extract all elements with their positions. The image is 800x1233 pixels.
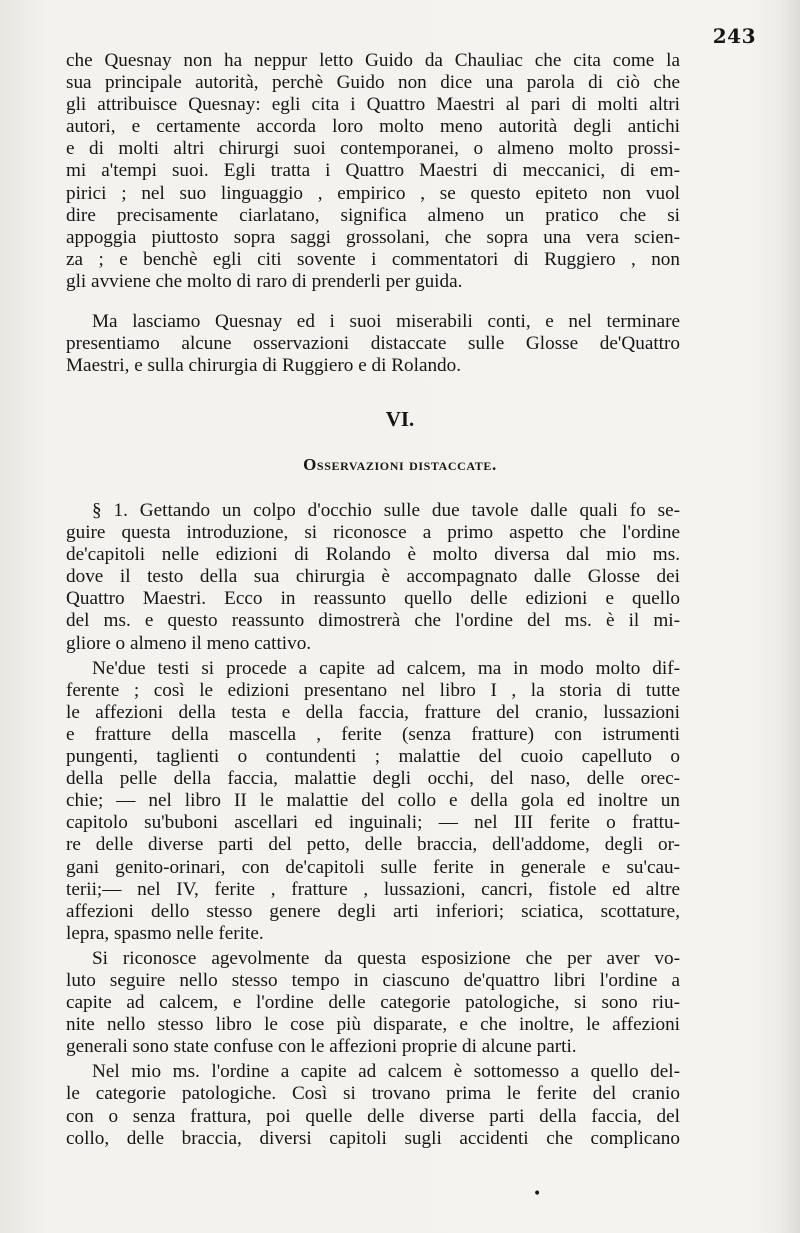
text-line: capitolo su'buboni ascellari ed inguinali; — nel III ferite o frattu- <box>66 812 680 834</box>
paragraph-4 <box>66 658 680 945</box>
text-line: autori, e certamente accorda loro molto meno autorità degli antichi <box>66 116 680 138</box>
text-line: affezioni dello stesso genere degli arti inferiori; sciatica, scottature, <box>66 900 680 922</box>
footer-mark: • <box>533 1186 542 1202</box>
text-line: dove il testo della sua chirurgia è accompagnato dalle Glosse dei <box>66 566 680 588</box>
text-line: re delle diverse parti del petto, delle braccia, dell'addome, degli or- <box>66 834 680 856</box>
text-line: mi a'tempi suoi. Egli tratta i Quattro Maestri di meccanici, di em- <box>66 160 680 182</box>
text-line: chie; — nel libro II le malattie del collo e della gola ed inoltre un <box>66 790 680 812</box>
paragraph-2 <box>66 311 680 377</box>
text-line: sua principale autorità, perchè Guido non dice una parola di ciò che <box>66 72 680 94</box>
text-line: luto seguire nello stesso tempo in ciascuno de'quattro libri l'ordine a <box>66 969 680 991</box>
text-line: e fratture della mascella , ferite (senza fratture) con istrumenti <box>66 723 680 745</box>
text-line: lepra, spasmo nelle ferite. <box>66 922 264 944</box>
text-line: le affezioni della testa e della faccia, fratture del cranio, lussazioni <box>66 701 680 723</box>
text-line: guire questa introduzione, si riconosce a primo aspetto che l'ordine <box>66 522 680 544</box>
text-line: de'capitoli nelle edizioni di Rolando è molto diversa dal mio ms. <box>66 544 680 566</box>
text-line: za ; e benchè egli citi sovente i commentatori di Ruggiero , non <box>66 248 680 270</box>
text-line: nite nello stesso libro le cose più disparate, e che inoltre, le affezioni <box>66 1014 680 1036</box>
text-line: § 1. Gettando un colpo d'occhio sulle due tavole dalle quali fo se- <box>92 500 680 521</box>
paragraph-6 <box>66 1061 680 1149</box>
text-line: gli attribuisce Quesnay: egli cita i Quattro Maestri al pari di molti altri <box>66 94 680 116</box>
text-line: e di molti altri chirurgi suoi contemporanei, o almeno molto prossi- <box>66 138 680 160</box>
paragraph-3 <box>66 500 680 655</box>
text-line: appoggia piuttosto sopra saggi grossolani, che sopra una vera scien- <box>66 226 680 248</box>
text-line: collo, delle braccia, diversi capitoli sugli accidenti che complicano <box>66 1127 680 1149</box>
text-line: Maestri, e sulla chirurgia di Ruggiero e di Rolando. <box>66 355 462 377</box>
section-number: VI. <box>385 407 415 431</box>
paragraph-5 <box>66 948 680 1058</box>
text-line: con o senza frattura, poi quelle delle diverse parti della faccia, del <box>66 1105 680 1127</box>
text-line: presentiamo alcune osservazioni distaccate sulle Glosse de'Quattro <box>66 333 680 355</box>
paragraph-1 <box>66 50 680 293</box>
text-line: generali sono state confuse con le affezioni proprie di alcune parti. <box>66 1036 577 1058</box>
text-line: del ms. e questo reassunto dimostrerà che l'ordine del ms. è il mi- <box>66 610 680 632</box>
text-line: della pelle della faccia, malattie degli occhi, del naso, delle orec- <box>66 768 680 790</box>
text-line: pirici ; nel suo linguaggio , empirico , se questo epiteto non vuol <box>66 182 680 204</box>
text-line: che Quesnay non ha neppur letto Guido da Chauliac che cita come la <box>66 50 680 71</box>
text-line: gli avviene che molto di raro di prenderli per guida. <box>66 270 463 292</box>
section-title: Osservazioni distaccate. <box>303 455 497 474</box>
text-line: le categorie patologiche. Così si trovano prima le ferite del cranio <box>66 1083 680 1105</box>
text-block-main <box>66 500 680 1150</box>
text-line: ferente ; così le edizioni presentano nel libro I , la storia di tutte <box>66 679 680 701</box>
text-line: Si riconosce agevolmente da questa esposizione che per aver vo- <box>92 947 680 969</box>
text-line: capite ad calcem, e l'ordine delle categorie patologiche, si sono riu- <box>66 992 680 1014</box>
text-line: dire precisamente ciarlatano, significa almeno un pratico che si <box>66 204 680 226</box>
page-number: 243 <box>712 24 756 48</box>
text-line: terii;— nel IV, ferite , fratture , lussazioni, cancri, fistole ed altre <box>66 878 680 900</box>
text-line: Quattro Maestri. Ecco in reassunto quello delle edizioni e quello <box>66 588 680 610</box>
text-line: Ne'due testi si procede a capite ad calcem, ma in modo molto dif- <box>92 657 680 679</box>
text-line: Ma lasciamo Quesnay ed i suoi miserabili conti, e nel terminare <box>92 311 680 333</box>
text-line: pungenti, taglienti o contundenti ; malattie del cuoio capelluto o <box>66 746 680 768</box>
text-line: gliore o almeno il meno cattivo. <box>66 632 312 654</box>
text-block-top <box>66 50 680 377</box>
text-line: gani genito-orinari, con de'capitoli sulle ferite in generale e su'cau- <box>66 856 680 878</box>
page-edge-shadow <box>780 0 800 1233</box>
text-line: Nel mio ms. l'ordine a capite ad calcem è sottomesso a quello del- <box>92 1061 680 1083</box>
